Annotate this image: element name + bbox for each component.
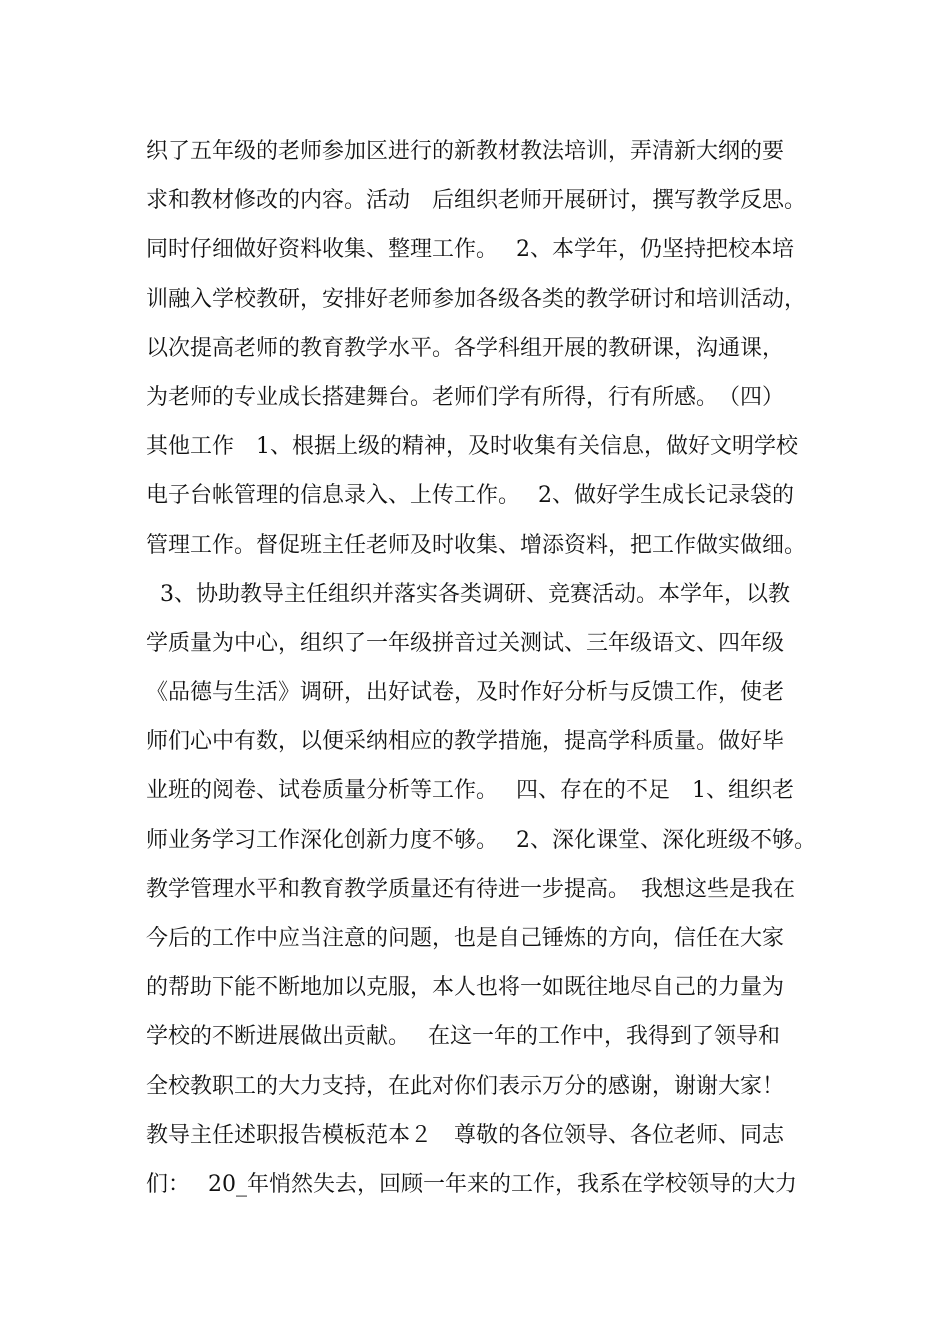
text-line: 今后的工作中应当注意的问题，也是自己锤炼的方向，信任在大家 [146,926,785,951]
text-line: 学校的不断进展做出贡献。 在这一年的工作中，我得到了领导和 [146,1024,780,1050]
body-text [146,131,826,1213]
text-line: 其他工作 1、根据上级的精神，及时收集有关信息，做好文明学校 [146,434,798,460]
text-line: 《品德与生活》调研，出好试卷，及时作好分析与反馈工作，使老 [146,680,785,706]
text-line: 师业务学习工作深化创新力度不够。 2、深化课堂、深化班级不够。 [146,827,816,853]
text-line: 同时仔细做好资料收集、整理工作。 2、本学年，仍坚持把校本培 [146,237,794,263]
text-line: 教学管理水平和教育教学质量还有待进一步提高。 我想这些是我在 [146,876,796,902]
text-line: 训融入学校教研，安排好老师参加各级各类的教学研讨和培训活动， [146,286,807,312]
text-line: 全校教职工的大力支持，在此对你们表示万分的感谢，谢谢大家！ [146,1073,785,1099]
text-line: 学质量为中心，组织了一年级拼音过关测试、三年级语文、四年级 [146,630,785,656]
text-line: 以次提高老师的教育教学水平。各学科组开展的教研课，沟通课， [146,335,785,361]
text-line: 管理工作。督促班主任老师及时收集、增添资料，把工作做实做细。 [146,532,807,558]
text-line: 求和教材修改的内容。活动 后组织老师开展研讨，撰写教学反思。 [146,188,807,214]
text-line: 业班的阅卷、试卷质量分析等工作。 四、存在的不足 1、组织老 [146,778,794,804]
text-line: 们： 20_年悄然失去，回顾一年来的工作，我系在学校领导的大力 [146,1171,797,1197]
text-line: 电子台帐管理的信息录入、上传工作。 2、做好学生成长记录袋的 [146,483,794,509]
text-line: 3、协助教导主任组织并落实各类调研、竞赛活动。本学年，以教 [146,581,790,607]
text-line: 的帮助下能不断地加以克服，本人也将一如既往地尽自己的力量为 [146,975,785,1001]
text-line: 教导主任述职报告模板范本２ 尊敬的各位领导、各位老师、同志 [146,1122,785,1148]
text-line: 师们心中有数，以便采纳相应的教学措施，提高学科质量。做好毕 [146,729,785,755]
text-line: 为老师的专业成长搭建舞台。老师们学有所得，行有所感。 （四） [146,384,785,410]
text-line: 织了五年级的老师参加区进行的新教材教法培训，弄清新大纲的要 [146,139,785,164]
